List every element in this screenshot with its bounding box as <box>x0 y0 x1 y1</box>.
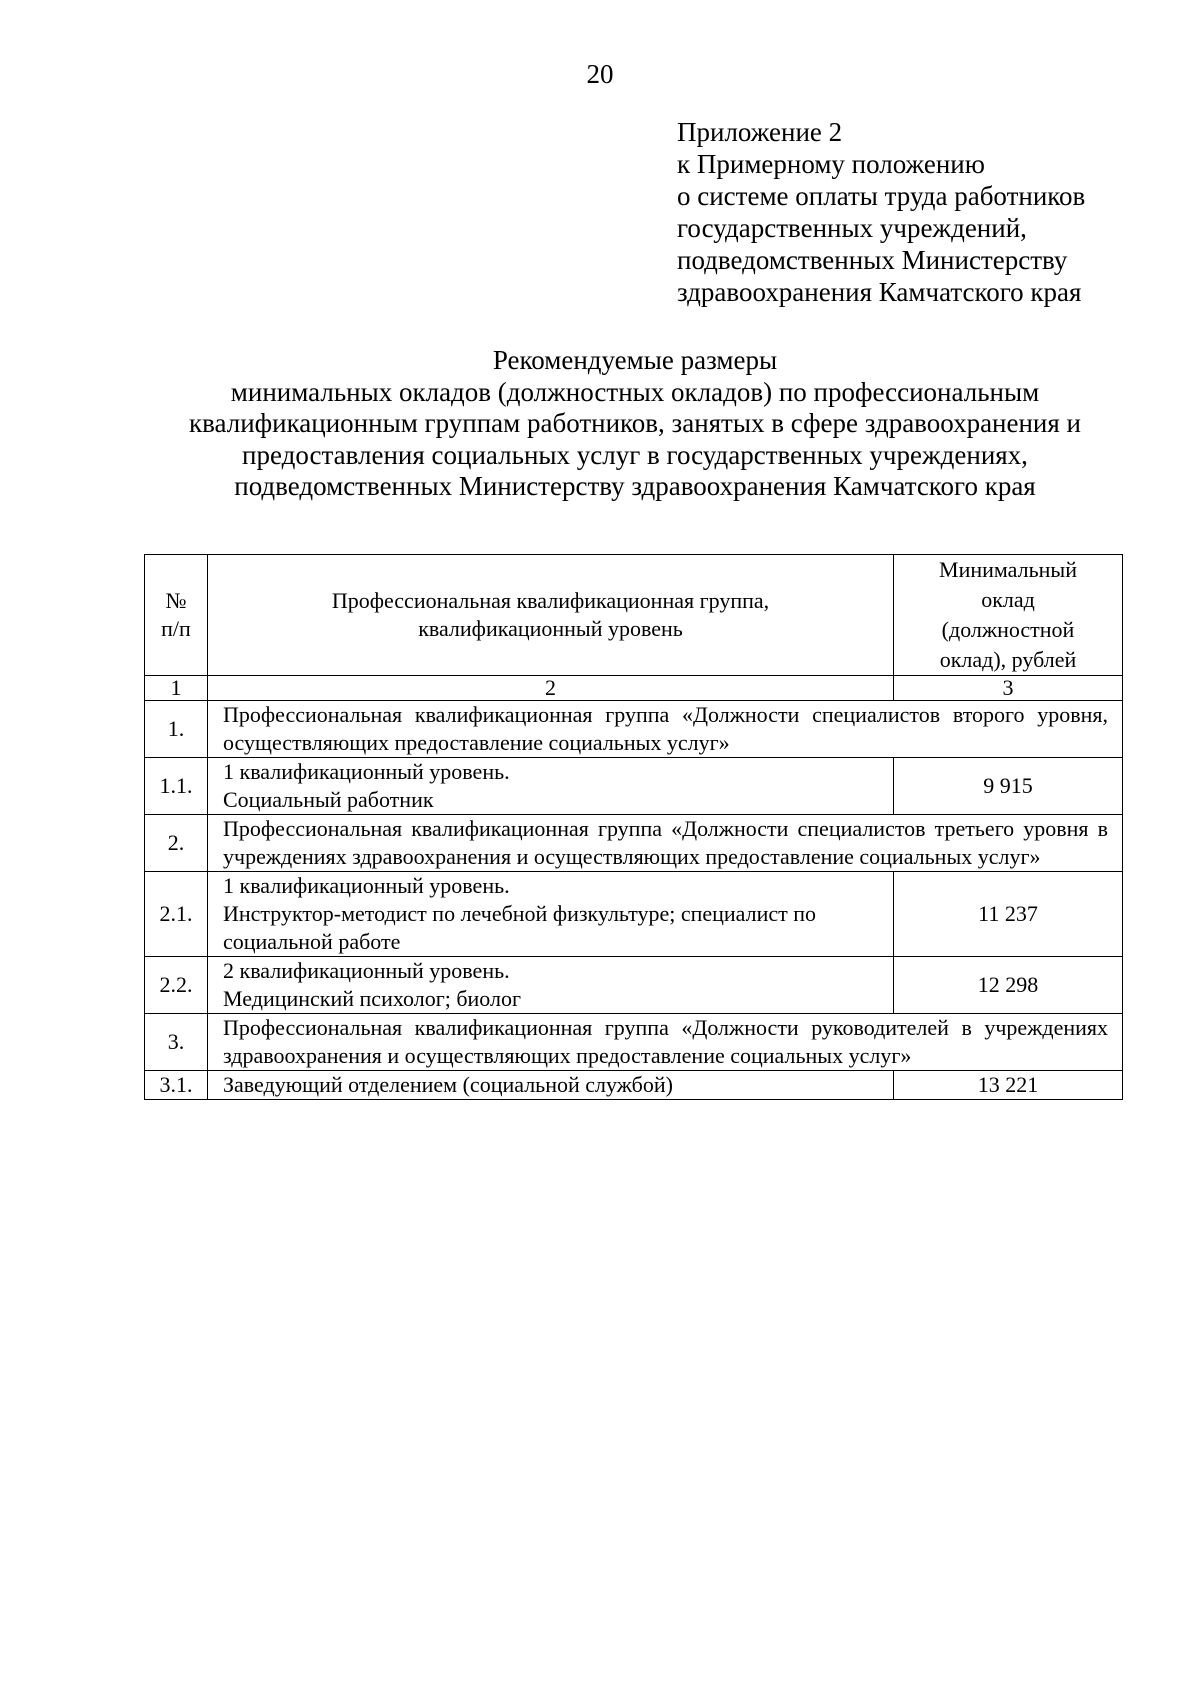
header-salary-line: оклад), рублей <box>939 647 1077 672</box>
column-number-row <box>145 676 1123 701</box>
row-number: 1. <box>145 701 208 758</box>
salary-value: 12 298 <box>894 957 1123 1014</box>
position-line: 1 квалификационный уровень. <box>223 873 510 898</box>
row-number: 3. <box>145 1014 208 1071</box>
position-cell <box>208 758 894 815</box>
row-number: 2. <box>145 815 208 872</box>
position-line: Медицинский психолог; биолог <box>223 986 522 1011</box>
title-line: Рекомендуемые размеры <box>492 345 778 375</box>
appendix-line: подведомственных Министерству <box>677 245 1068 275</box>
title-line: квалификационным группам работников, занятых в сфере здравоохранения и <box>188 408 1081 438</box>
appendix-line: к Примерному положению <box>677 149 985 179</box>
title-line: минимальных окладов (должностных окладов) по профессиональным <box>230 376 1040 407</box>
position-line: Инструктор-методист по лечебной физкультуре; специалист по социальной работе <box>223 901 817 954</box>
position-cell <box>208 957 894 1014</box>
header-num-line: п/п <box>161 616 191 641</box>
salary-table <box>144 554 1123 1100</box>
row-number: 3.1. <box>145 1071 208 1100</box>
header-salary-line: оклад <box>981 587 1035 612</box>
header-name-line: квалификационный уровень <box>418 616 683 641</box>
position-line: 1 квалификационный уровень. <box>223 759 510 784</box>
column-number: 1 <box>145 676 208 701</box>
position-cell <box>208 872 894 957</box>
column-number: 3 <box>894 676 1123 701</box>
header-name-line: Профессиональная квалификационная группа, <box>331 588 770 613</box>
row-number: 2.1. <box>145 872 208 957</box>
position-line: Социальный работник <box>223 787 434 812</box>
salary-value: 9 915 <box>894 758 1123 815</box>
salary-value: 13 221 <box>894 1071 1123 1100</box>
header-salary-line: Минимальный <box>939 557 1077 582</box>
salary-value: 11 237 <box>894 872 1123 957</box>
column-number: 2 <box>208 676 894 701</box>
table-row <box>145 758 1123 815</box>
document-title <box>100 345 1170 503</box>
title-line: подведомственных Министерству здравоохранения Камчатского края <box>234 471 1036 501</box>
header-num-cell <box>145 555 208 676</box>
group-name: Профессиональная квалификационная группа «Должности специалистов второго уровня, осуществляющих предоставление социальных услуг» <box>208 701 1123 758</box>
table-row <box>145 957 1123 1014</box>
page-number: 20 <box>586 59 614 89</box>
header-num-line: № <box>165 588 187 613</box>
row-number: 1.1. <box>145 758 208 815</box>
row-number: 2.2. <box>145 957 208 1014</box>
group-name: Профессиональная квалификационная группа «Должности специалистов третьего уровня в учреждениях здравоохранения и осуществляющих предоставление социальных услуг» <box>208 815 1123 872</box>
table-row-group <box>145 701 1123 758</box>
header-salary-cell <box>894 555 1123 676</box>
header-salary-line: (должностной <box>941 617 1075 642</box>
position-line: Заведующий отделением (социальной службой) <box>223 1072 673 1097</box>
appendix-reference <box>677 116 1177 308</box>
header-name-cell <box>208 555 894 676</box>
position-line: 2 квалификационный уровень. <box>223 958 510 983</box>
appendix-line: здравоохранения Камчатского края <box>677 277 1082 307</box>
table-row-group <box>145 1014 1123 1071</box>
table-row <box>145 872 1123 957</box>
title-line: предоставления социальных услуг в государственных учреждениях, <box>242 439 1028 470</box>
table-row-group <box>145 815 1123 872</box>
appendix-line: о системе оплаты труда работников <box>677 181 1086 211</box>
appendix-line: государственных учреждений, <box>677 213 1027 243</box>
appendix-line: Приложение 2 <box>677 117 843 147</box>
table-header-row <box>145 555 1123 676</box>
group-name: Профессиональная квалификационная группа «Должности руководителей в учреждениях здравоохранения и осуществляющих предоставление социальных услуг» <box>208 1014 1123 1071</box>
position-cell <box>208 1071 894 1100</box>
table-row <box>145 1071 1123 1100</box>
